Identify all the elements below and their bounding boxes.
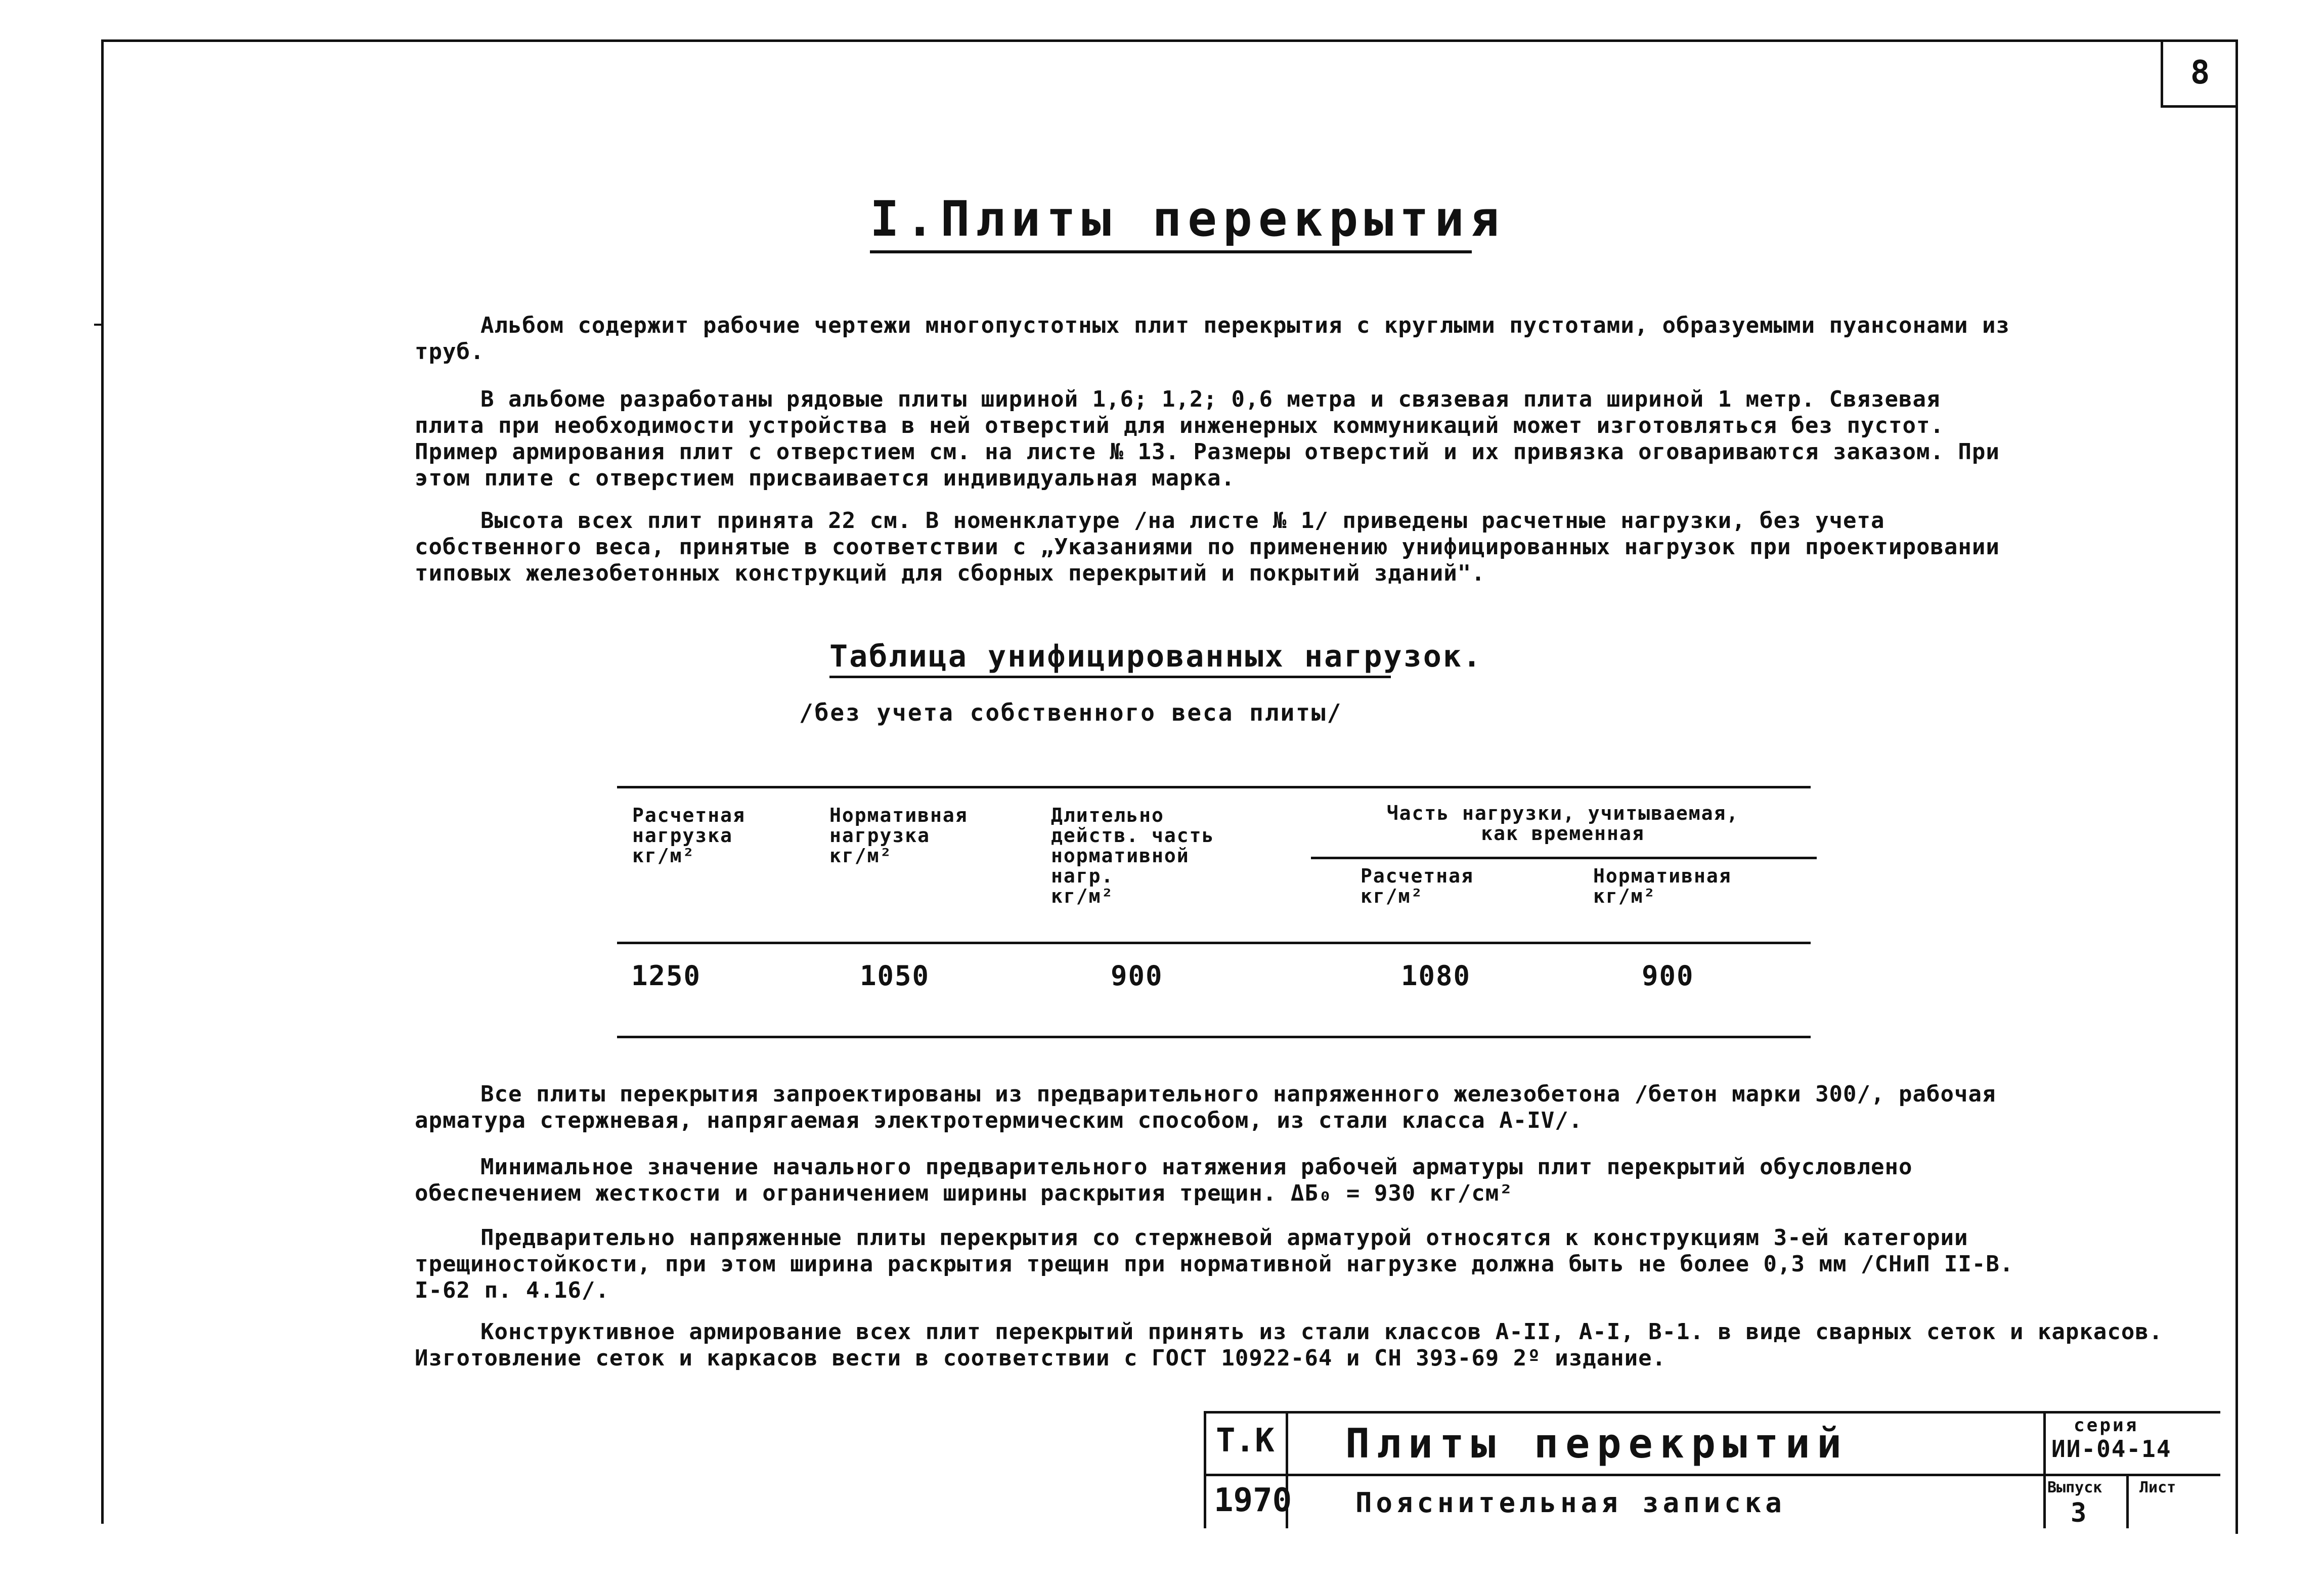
frame-right-border xyxy=(2235,39,2238,1534)
cell-temp-norm: 900 xyxy=(1642,960,1694,992)
paragraph-crack-category: Предварительно напряженные плиты перекрытия со стержневой арматурой относятся к конструкциям 3-ей категории трещиностойкости, при этом ширина раскрытия трещин при нормативной нагрузке должна быть не более 0,3 мм /СНиП II-В. I-62 п. 4.16/. xyxy=(415,1225,2014,1303)
paragraph-prestress-value: Минимальное значение начального предварительного натяжения рабочей арматуры плит перекрытий обусловлено обеспечением жесткости и ограничением ширины раскрытия трещин. ΔБ₀ = 930 кг/см² xyxy=(415,1154,1913,1206)
paragraph-reinforcement: Конструктивное армирование всех плит перекрытий принять из стали классов А-II, А-I, В-1. в виде сварных сеток и каркасов. Изготовление сеток и каркасов вести в соответствии с ГОСТ 10922-64 и СН 393-69 2º издание. xyxy=(415,1319,2163,1371)
header-norm-load: Нормативная нагрузка кг/м² xyxy=(829,804,968,867)
table-title: Таблица унифицированных нагрузок. xyxy=(829,641,1391,678)
title-block-title: Плиты перекрытий xyxy=(1345,1420,1849,1467)
paragraph-album-contents: Альбом содержит рабочие чертежи многопустотных плит перекрытия с круглыми пустотами, образуемыми пуансонами из труб. xyxy=(415,313,2010,365)
title-block-divider-2 xyxy=(2043,1411,2046,1528)
frame-top-border xyxy=(101,39,2238,42)
title-block-left-rule xyxy=(1204,1411,1206,1528)
title-block-subtitle: Пояснительная записка xyxy=(1355,1487,1786,1519)
cell-norm-load: 1050 xyxy=(860,960,930,992)
header-temp-part: Часть нагрузки, учитываемая, как временная xyxy=(1386,802,1739,845)
cell-calc-load: 1250 xyxy=(631,960,701,992)
title-block-series: ИИ-04-14 xyxy=(2051,1435,2172,1463)
title-block-mid-rule xyxy=(1204,1474,2220,1476)
title-block xyxy=(1204,1411,2220,1528)
table-subtitle: /без учета собственного веса плиты/ xyxy=(799,699,1343,726)
cell-long-part: 900 xyxy=(1111,960,1163,992)
frame-left-border xyxy=(101,39,104,1524)
page-number-box xyxy=(2161,40,2237,108)
title-block-top-rule xyxy=(1204,1411,2220,1414)
paragraph-plate-widths: В альбоме разработаны рядовые плиты шириной 1,6; 1,2; 0,6 метра и связевая плита шириной 1 метр. Связевая плита при необходимости устройства в ней отверстий для инженерных коммуникаций может изготовляться без пустот. Пример армирования плит с отверстием см. на листе № 13. Размеры отверстий и их привязка оговариваются заказом. При этом плите с отверстием присваивается индивидуальная марка. xyxy=(415,386,2000,491)
title-block-divider-3 xyxy=(2126,1474,2129,1528)
title-block-series-label: серия xyxy=(2074,1415,2139,1436)
title-block-org: Т.К xyxy=(1216,1422,1275,1460)
title-block-issue: 3 xyxy=(2071,1498,2087,1528)
title-block-year: 1970 xyxy=(1214,1482,1292,1519)
header-temp-norm: Нормативная кг/м² xyxy=(1593,865,1732,907)
header-calc-load: Расчетная нагрузка кг/м² xyxy=(632,804,746,867)
page-number: 8 xyxy=(2190,54,2210,92)
table-top-rule xyxy=(617,786,1811,788)
paragraph-concrete-grade: Все плиты перекрытия запроектированы из предварительного напряженного железобетона /бетон марки 300/, рабочая арматура стержневая, напрягаемая электротермическим способом, из стали класса А-IV/. xyxy=(415,1081,1996,1133)
frame-margin-tick xyxy=(94,324,102,326)
table-group-rule xyxy=(1311,857,1817,859)
table-bottom-rule xyxy=(617,1036,1811,1038)
header-long-part: Длительно действ. часть нормативной нагр. кг/м² xyxy=(1051,804,1215,907)
section-title: I.Плиты перекрытия xyxy=(870,195,1472,253)
title-block-issue-label: Выпуск xyxy=(2047,1479,2102,1496)
paragraph-plate-height: Высота всех плит принята 22 см. В номенклатуре /на листе № 1/ приведены расчетные нагрузки, без учета собственного веса, принятые в соответствии с „Указаниями по применению унифицированных нагрузок при проектировании типовых железобетонных конструкций для сборных перекрытий и покрытий зданий". xyxy=(415,508,2000,586)
table-header-rule xyxy=(617,942,1811,944)
cell-temp-calc: 1080 xyxy=(1401,960,1471,992)
title-block-sheet-label: Лист xyxy=(2139,1479,2176,1496)
header-temp-calc: Расчетная кг/м² xyxy=(1361,865,1474,907)
